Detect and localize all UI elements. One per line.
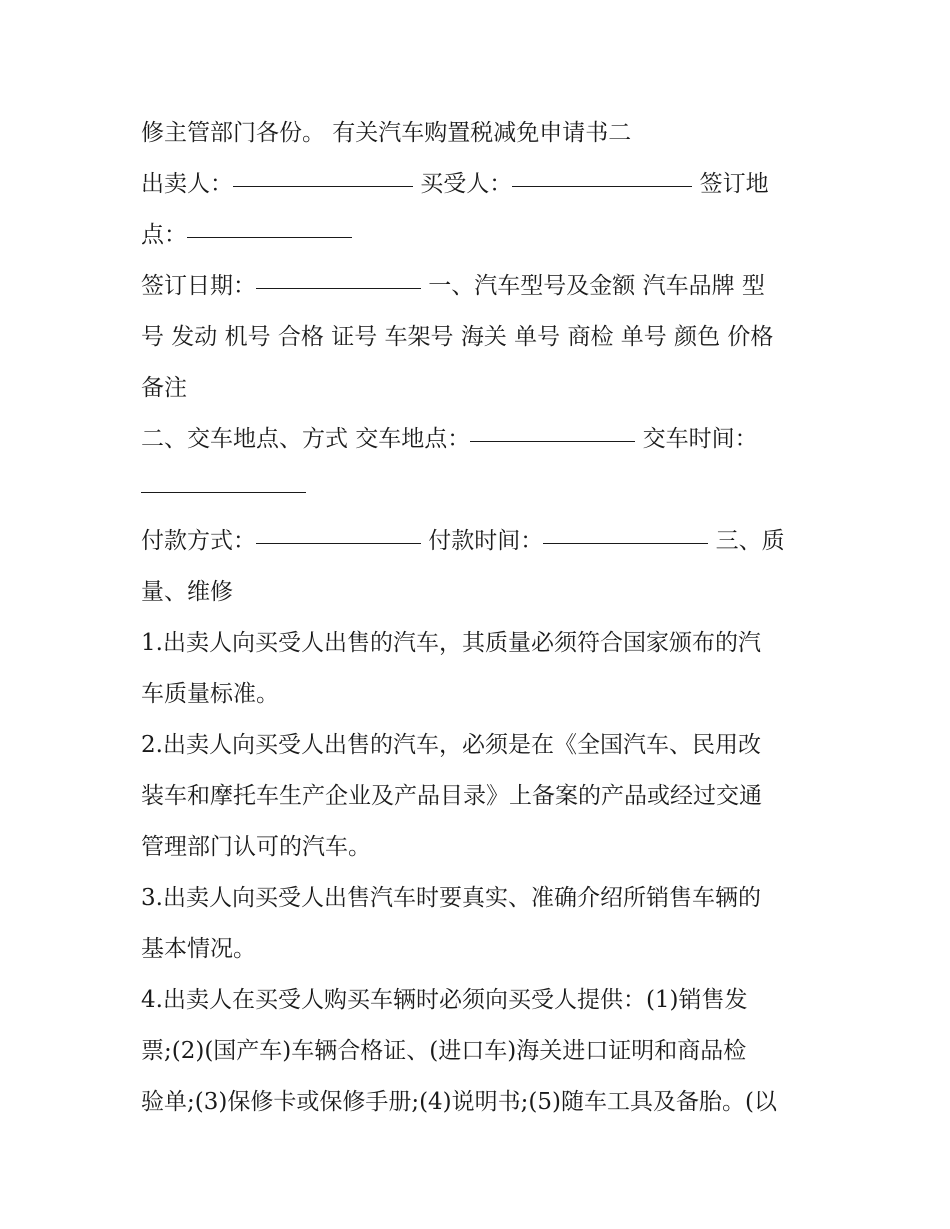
document-line	[141, 363, 821, 414]
line-text: 签订日期：	[141, 273, 256, 299]
fill-in-blank	[187, 236, 352, 238]
document-line	[141, 720, 821, 771]
document-line	[141, 210, 821, 261]
line-text: 4.出卖人在买受人购买车辆时必须向买受人提供：(1)销售发	[141, 987, 748, 1013]
document-line	[141, 516, 821, 567]
line-text: 付款方式：	[141, 528, 256, 554]
document-body	[141, 108, 821, 1128]
line-text: 交车时间：	[635, 426, 758, 452]
document-line	[141, 771, 821, 822]
document-line	[141, 465, 821, 516]
document-line	[141, 312, 821, 363]
line-text: 买受人：	[413, 171, 513, 197]
fill-in-blank	[512, 185, 692, 187]
fill-in-blank	[256, 542, 421, 544]
line-text: 2.出卖人向买受人出售的汽车，必须是在《全国汽车、民用改	[141, 732, 761, 758]
document-line	[141, 669, 821, 720]
line-text: 签订地	[692, 171, 769, 197]
document-line	[141, 975, 821, 1026]
line-text: 1.出卖人向买受人出售的汽车，其质量必须符合国家颁布的汽	[141, 630, 761, 656]
fill-in-blank	[256, 287, 421, 289]
line-text: 管理部门认可的汽车。	[141, 834, 371, 860]
document-line	[141, 414, 821, 465]
line-text: 基本情况。	[141, 936, 256, 962]
document-line	[141, 618, 821, 669]
document-line	[141, 1077, 821, 1128]
document-line	[141, 159, 821, 210]
line-text: 出卖人：	[141, 171, 233, 197]
line-text: 点：	[141, 222, 187, 248]
fill-in-blank	[233, 185, 413, 187]
line-text: 号 发动 机号 合格 证号 车架号 海关 单号 商检 单号 颜色 价格	[141, 324, 774, 350]
document-line	[141, 108, 821, 159]
document-line	[141, 924, 821, 975]
line-text: 量、维修	[141, 579, 233, 605]
line-text: 票;(2)(国产车)车辆合格证、(进口车)海关进口证明和商品检	[141, 1038, 747, 1064]
document-line	[141, 1026, 821, 1077]
document-line	[141, 822, 821, 873]
line-text: 验单;(3)保修卡或保修手册;(4)说明书;(5)随车工具及备胎。(以	[141, 1089, 777, 1115]
line-text: 付款时间：	[421, 528, 544, 554]
document-line	[141, 567, 821, 618]
line-text: 备注	[141, 375, 187, 401]
fill-in-blank	[470, 440, 635, 442]
fill-in-blank	[141, 491, 306, 493]
line-text: 一、汽车型号及金额 汽车品牌 型	[421, 273, 765, 299]
line-text: 三、质	[708, 528, 785, 554]
line-text: 装车和摩托车生产企业及产品目录》上备案的产品或经过交通	[141, 783, 762, 809]
line-text: 修主管部门各份。 有关汽车购置税减免申请书二	[141, 120, 632, 146]
document-line	[141, 873, 821, 924]
fill-in-blank	[543, 542, 708, 544]
line-text: 车质量标准。	[141, 681, 279, 707]
document-line	[141, 261, 821, 312]
line-text: 二、交车地点、方式 交车地点：	[141, 426, 471, 452]
line-text: 3.出卖人向买受人出售汽车时要真实、准确介绍所销售车辆的	[141, 885, 761, 911]
